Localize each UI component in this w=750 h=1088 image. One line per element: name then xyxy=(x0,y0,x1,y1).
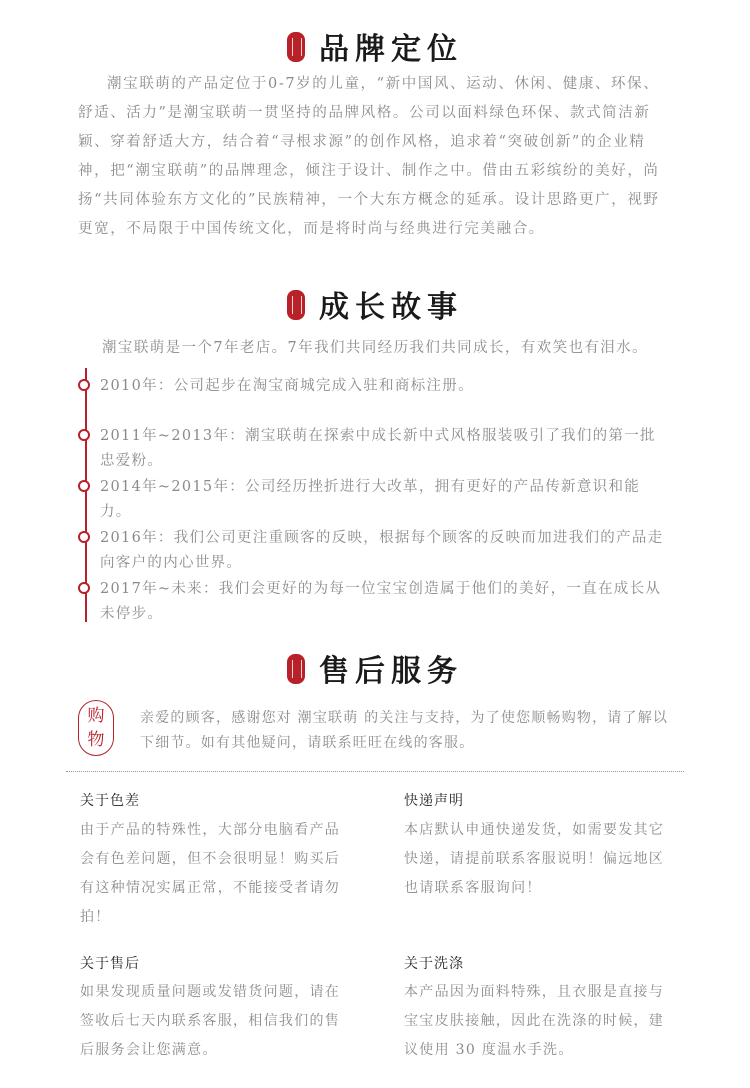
dotted-divider xyxy=(66,771,684,772)
block-text-color: 由于产品的特殊性，大部分电脑看产品会有色差问题，但不会很明显！购买后有这种情况实属正常，不能接受者请勿拍！ xyxy=(80,822,341,925)
shopping-badge xyxy=(78,700,114,756)
seal-icon xyxy=(287,654,305,684)
growth-section-title xyxy=(0,288,750,328)
brand-section-title xyxy=(0,30,750,70)
timeline-dot-icon xyxy=(78,379,90,391)
timeline-year: 2014年~2015年： xyxy=(100,479,246,495)
timeline-text: 公司起步在淘宝商城完成入驻和商标注册。 xyxy=(173,378,474,394)
block-text-shipping: 本店默认申通快递发货，如需要发其它快递，请提前联系客服说明！偏远地区也请联系客服询问！ xyxy=(404,822,665,896)
timeline-year: 2011年~2013年： xyxy=(100,428,246,444)
timeline-item xyxy=(78,475,668,525)
brand-paragraph: 潮宝联萌的产品定位于0-7岁的儿童，“新中国风、运动、休闲、健康、环保、舒适、活力”是潮宝联萌一贯坚持的品牌风格。公司以面料绿色环保、款式简洁新颖、穿着舒适大方，结合着“寻根求源”的创作风格，追求着“突破创新”的企业精神，把“潮宝联萌”的品牌理念，倾注于设计、制作之中。借由五彩缤纷的美好，尚扬“共同体验东方文化的”民族精神，一个大东方概念的延承。设计思路更广，视野更宽，不局限于中国传统文化，而是将时尚与经典进行完美融合。 xyxy=(78,76,660,237)
timeline-item xyxy=(78,577,668,627)
block-title-color: 关于色差 xyxy=(80,793,140,809)
service-greeting: 亲爱的顾客，感谢您对 潮宝联萌 的关注与支持，为了使您顺畅购物，请了解以下细节。如有其他疑问，请联系旺旺在线的客服。 xyxy=(140,710,669,751)
badge-char: 购 xyxy=(87,706,105,726)
timeline-dot-icon xyxy=(78,582,90,594)
timeline-item xyxy=(78,374,668,399)
timeline-text: 潮宝联萌在探索中成长新中式风格服装吸引了我们的第一批忠爱粉。 xyxy=(100,428,656,469)
service-section-title xyxy=(0,652,750,692)
growth-title-text: 成长故事 xyxy=(319,290,463,325)
seal-icon xyxy=(287,290,305,320)
service-title-text: 售后服务 xyxy=(319,654,463,689)
block-title-shipping: 快递声明 xyxy=(404,793,464,809)
timeline-dot-icon xyxy=(78,480,90,492)
block-title-washing: 关于洗涤 xyxy=(404,956,464,972)
block-text-aftersale: 如果发现质量问题或发错货问题，请在签收后七天内联系客服，相信我们的售后服务会让您满意。 xyxy=(80,984,341,1058)
block-title-aftersale: 关于售后 xyxy=(80,956,140,972)
timeline-dot-icon xyxy=(78,531,90,543)
block-text-washing: 本产品因为面料特殊，且衣服是直接与宝宝皮肤接触，因此在洗涤的时候，建议使用 30 度温水手洗。 xyxy=(404,984,665,1058)
timeline-text: 我们会更好的为每一位宝宝创造属于他们的美好，一直在成长从未停步。 xyxy=(100,581,662,622)
timeline-text: 公司经历挫折进行大改革，拥有更好的产品传新意识和能力。 xyxy=(100,479,641,520)
seal-icon xyxy=(287,32,305,62)
brand-title-text: 品牌定位 xyxy=(319,32,463,67)
timeline-year: 2010年： xyxy=(100,378,174,394)
timeline-dot-icon xyxy=(78,429,90,441)
timeline-item xyxy=(78,526,668,576)
timeline-item xyxy=(78,424,668,474)
timeline-year: 2017年~未来： xyxy=(100,581,219,597)
badge-char: 物 xyxy=(87,730,105,750)
timeline-text: 我们公司更注重顾客的反映，根据每个顾客的反映而加进我们的产品走向客户的内心世界。 xyxy=(100,530,664,571)
timeline-year: 2016年： xyxy=(100,530,174,546)
growth-intro: 潮宝联萌是一个7年老店。7年我们共同经历我们共同成长，有欢笑也有泪水。 xyxy=(102,340,648,356)
